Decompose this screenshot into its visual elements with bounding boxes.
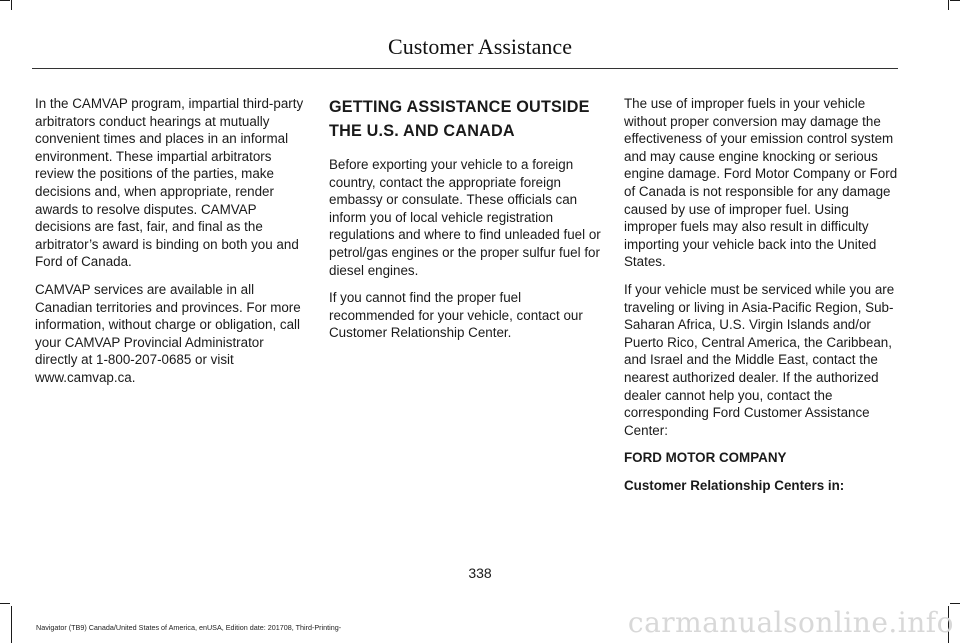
header-divider: [32, 68, 898, 69]
crop-mark-top-right: [950, 0, 960, 1]
paragraph: The use of improper fuels in your vehicle without proper conversion may damage the effectiveness of your emission control system and may cause engine knocking or serious engine damage. Ford Motor Company or Ford of Canada is not responsible for any damage caused by use of improper fuel. Using improper fuels may also result in difficulty importing your vehicle back into the United States.: [624, 96, 898, 270]
footer-edition: Navigator (TB9) Canada/United States of America, enUSA, Edition date: 201708, Third-Printing-: [36, 623, 342, 632]
section-heading: [329, 95, 601, 143]
column-left: [35, 95, 307, 397]
column-right: [624, 95, 898, 504]
company-name: FORD MOTOR COMPANY: [624, 450, 787, 466]
crop-mark-top-left: [0, 0, 10, 1]
section-heading-line-1: GETTING ASSISTANCE OUTSIDE: [329, 98, 590, 116]
crop-mark-bottom-left-h: [0, 603, 10, 604]
crop-mark-bottom-left: [11, 606, 12, 643]
paragraph: Before exporting your vehicle to a foreign country, contact the appropriate foreign embassy or consulate. These officials can inform you of local vehicle registration regulations and where to find unleaded fuel or petrol/gas engines or the proper sulfur fuel for diesel engines.: [329, 157, 601, 278]
page-title: Customer Assistance: [388, 34, 572, 59]
watermark: carmanualsonline.info: [627, 606, 954, 639]
section-heading-line-2: THE U.S. AND CANADA: [329, 122, 515, 140]
crop-mark-top-right-v: [948, 0, 949, 10]
column-middle: [329, 95, 601, 352]
centers-label: Customer Relationship Centers in:: [624, 477, 845, 493]
crop-mark-top-left-v: [11, 0, 12, 10]
paragraph: CAMVAP services are available in all Canadian territories and provinces. For more information, without charge or obligation, call your CAMVAP Provincial Administrator directly at 1-800-207-0685 or visit www.camvap.ca.: [35, 281, 301, 385]
paragraph: If you cannot find the proper fuel recommended for your vehicle, contact our Customer Relationship Center.: [329, 290, 583, 341]
paragraph: If your vehicle must be serviced while you are traveling or living in Asia-Pacific Region, Sub-Saharan Africa, U.S. Virgin Islands and/or Puerto Rico, Central America, the Caribbean, and Israel and the Middle East, contact the nearest authorized dealer. If the authorized dealer cannot help you, contact the corresponding Ford Customer Assistance Center:: [624, 281, 895, 438]
page-number: 338: [468, 565, 492, 581]
paragraph: In the CAMVAP program, impartial third-party arbitrators conduct hearings at mutually convenient times and places in an informal environment. These impartial arbitrators review the positions of the parties, make decisions and, when appropriate, render awards to resolve disputes. CAMVAP decisions are fast, fair, and final as the arbitrator’s award is binding on both you and Ford of Canada.: [35, 96, 304, 270]
crop-mark-bottom-right-h: [950, 603, 960, 604]
